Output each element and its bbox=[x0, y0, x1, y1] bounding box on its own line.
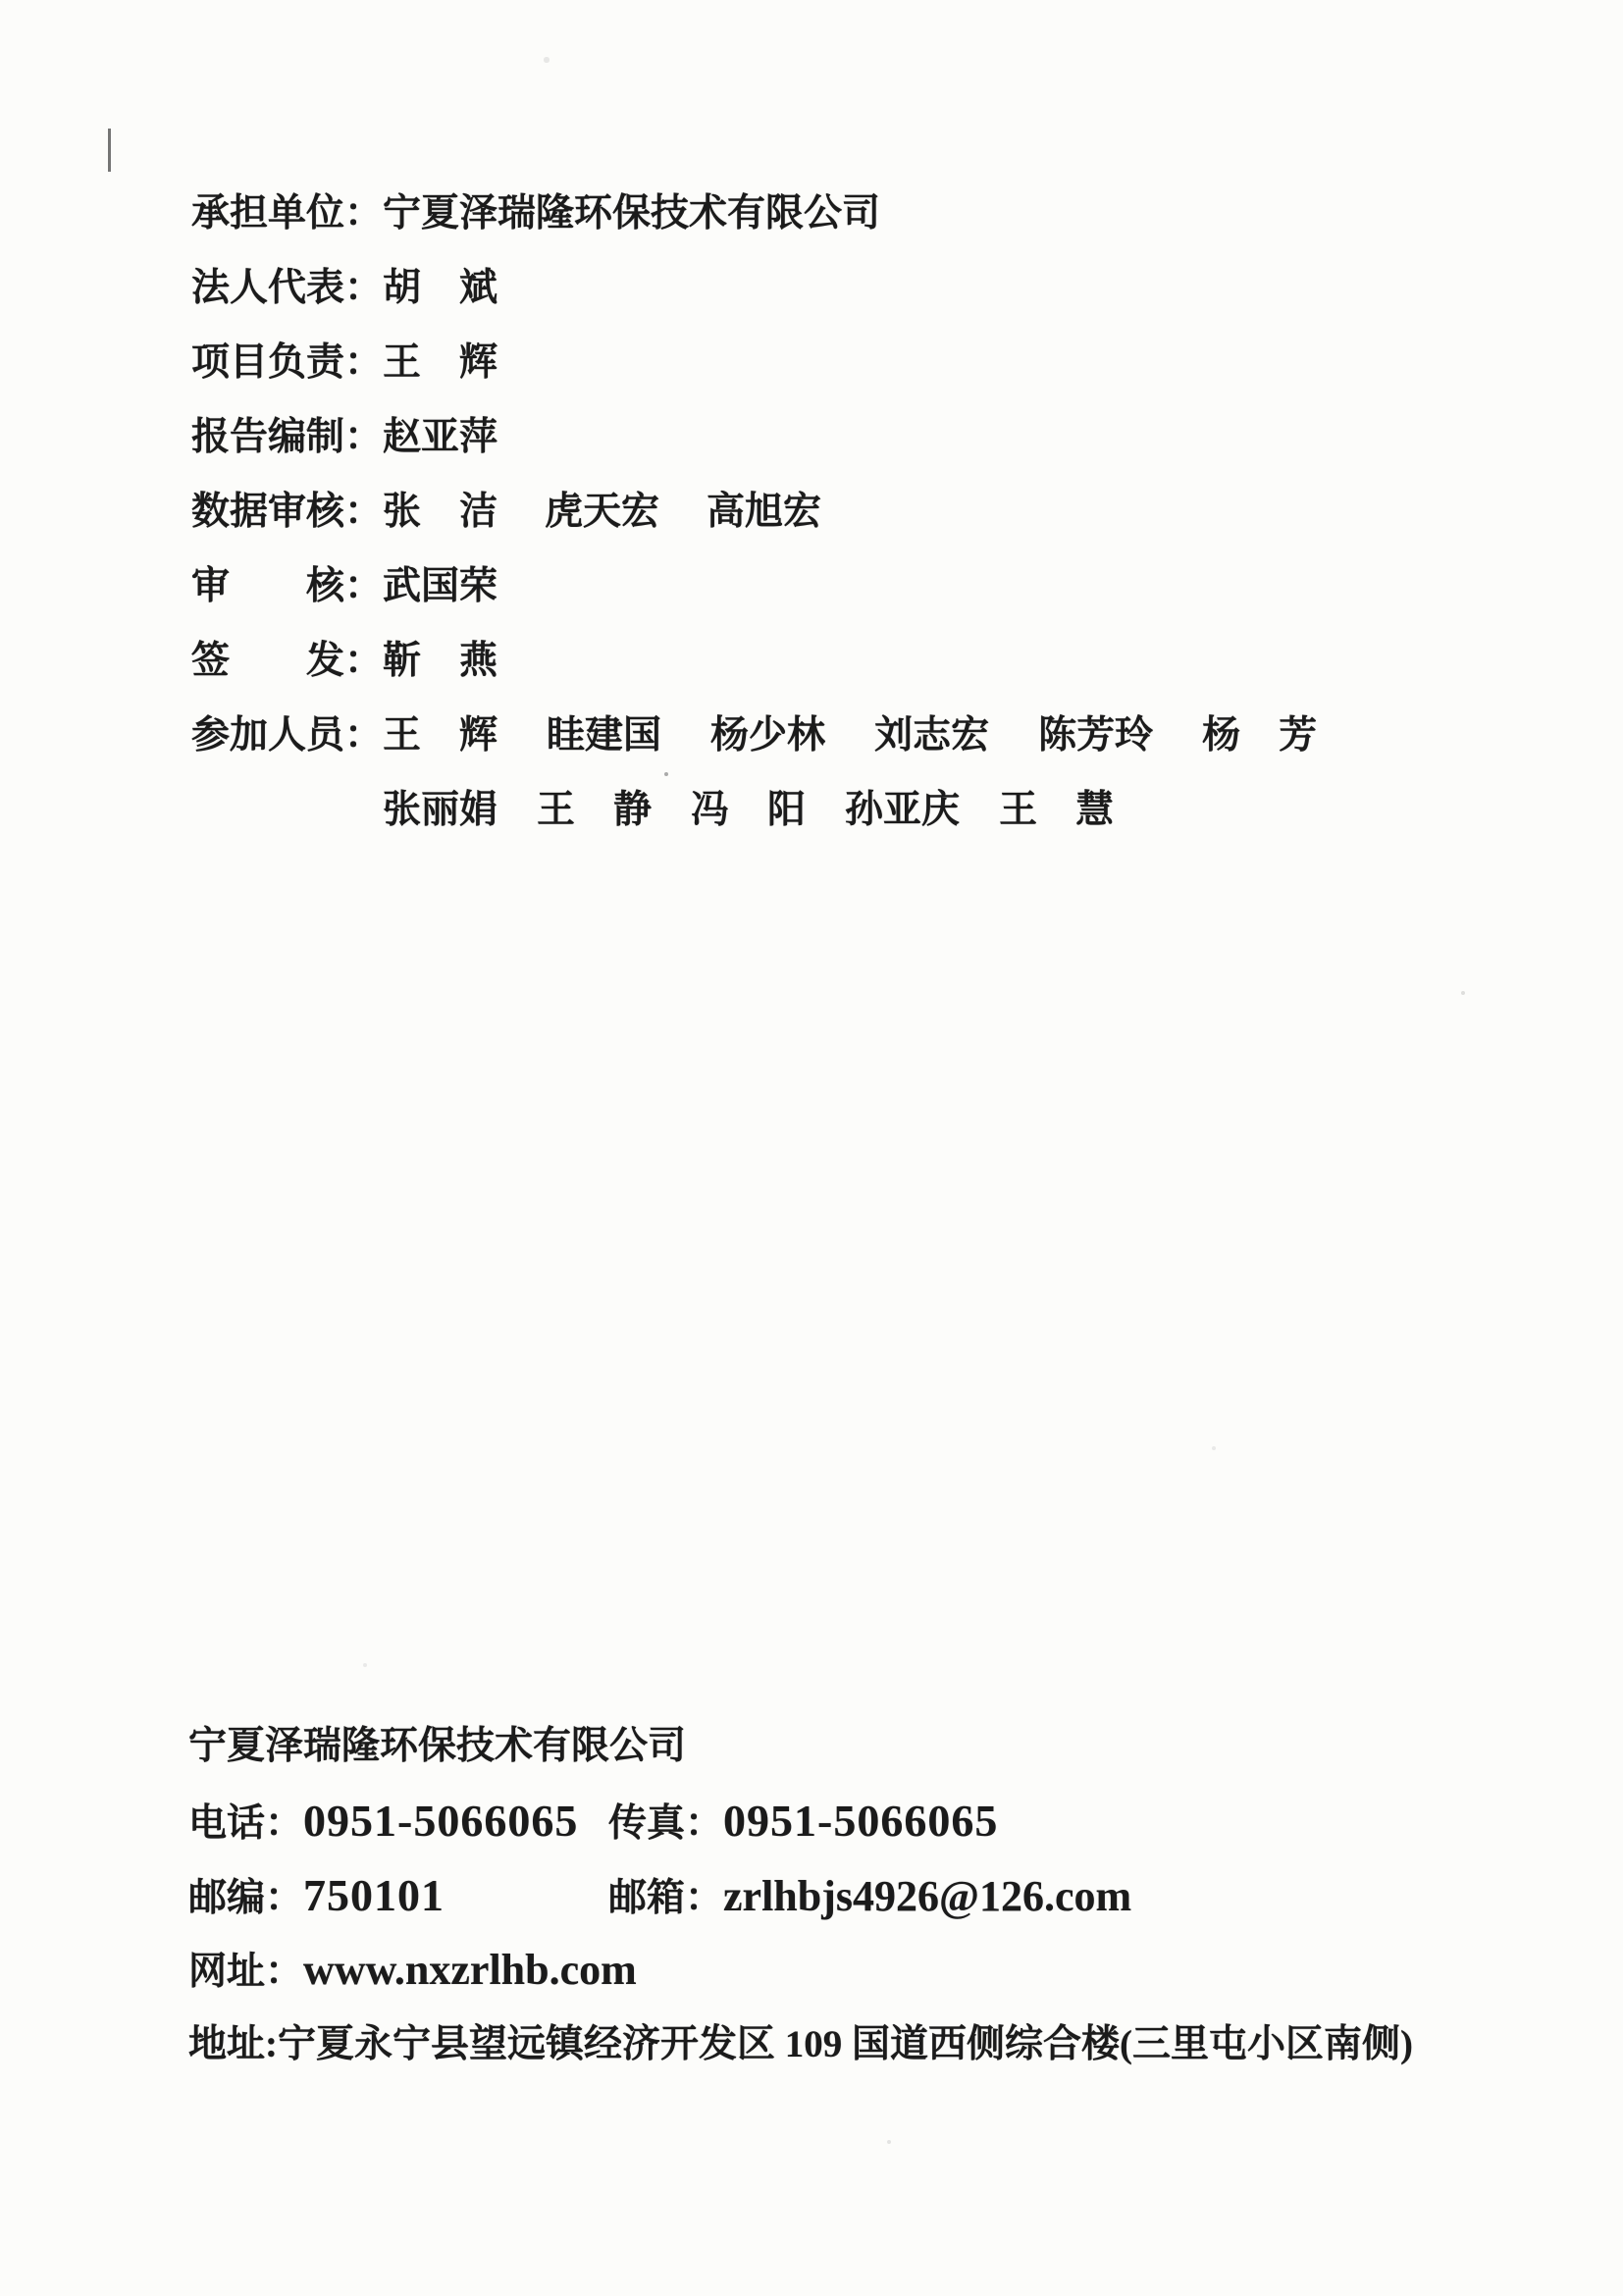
website-value: www.nxzrlhb.com bbox=[303, 1946, 637, 1994]
participant-name: 孙亚庆 bbox=[845, 789, 961, 831]
reviewer-name: 张 洁 bbox=[383, 491, 498, 533]
info-row-project-leader bbox=[191, 326, 1317, 400]
field-label: 审 核： bbox=[191, 565, 384, 607]
name-list bbox=[383, 475, 821, 549]
info-row-data-review bbox=[191, 475, 1317, 549]
participant-name: 杨少林 bbox=[710, 714, 826, 757]
participant-name: 王 慧 bbox=[999, 789, 1115, 831]
address-label: 地址: bbox=[188, 2023, 278, 2065]
company-contact-block bbox=[188, 1709, 1413, 2082]
field-value: 赵亚萍 bbox=[383, 416, 498, 458]
scan-edge-artifact bbox=[108, 129, 111, 172]
info-row-participants-continued bbox=[191, 773, 1317, 848]
email-value: zrlhbjs4926@126.com bbox=[723, 1872, 1132, 1920]
footer-row-phone-fax bbox=[188, 1784, 1413, 1858]
field-label: 承担单位： bbox=[191, 192, 384, 235]
participant-name: 张丽娟 bbox=[383, 789, 498, 831]
field-value: 胡 斌 bbox=[383, 267, 498, 309]
participant-name: 冯 阳 bbox=[691, 789, 807, 831]
footer-row-address bbox=[188, 2008, 1413, 2082]
info-row-participants bbox=[191, 699, 1317, 773]
field-value: 宁夏泽瑞隆环保技术有限公司 bbox=[383, 192, 881, 235]
phone-label: 电话： bbox=[188, 1802, 304, 1845]
participant-name: 王 静 bbox=[537, 789, 653, 831]
info-row-reviewer bbox=[191, 549, 1317, 624]
footer-company-name bbox=[188, 1709, 1413, 1784]
scan-noise-specks bbox=[0, 0, 2, 2]
footer-row-website bbox=[188, 1933, 1413, 2008]
fax-label: 传真： bbox=[608, 1802, 724, 1845]
participant-name: 刘志宏 bbox=[874, 714, 990, 757]
info-row-report-compiler bbox=[191, 400, 1317, 475]
name-list bbox=[383, 699, 1317, 773]
field-label: 报告编制： bbox=[191, 416, 384, 458]
field-label: 项目负责： bbox=[191, 341, 384, 384]
info-row-undertaking-unit bbox=[191, 177, 1317, 251]
company-name: 宁夏泽瑞隆环保技术有限公司 bbox=[188, 1725, 687, 1767]
info-row-issuer bbox=[191, 624, 1317, 699]
reviewer-name: 虎天宏 bbox=[545, 491, 660, 533]
postcode-value: 750101 bbox=[303, 1870, 445, 1920]
info-row-legal-representative bbox=[191, 251, 1317, 326]
participant-name: 眭建国 bbox=[547, 714, 662, 757]
phone-column bbox=[188, 1784, 608, 1861]
participant-name: 王 辉 bbox=[383, 714, 498, 757]
field-value: 武国荣 bbox=[383, 565, 498, 607]
field-label: 签 发： bbox=[191, 640, 384, 682]
personnel-info-block bbox=[191, 177, 1317, 848]
reviewer-name: 高旭宏 bbox=[707, 491, 822, 533]
participant-name: 杨 芳 bbox=[1202, 714, 1318, 757]
field-label: 数据审核： bbox=[191, 491, 384, 533]
field-value: 王 辉 bbox=[383, 341, 498, 384]
field-label: 参加人员： bbox=[191, 714, 384, 757]
phone-value: 0951-5066065 bbox=[303, 1796, 579, 1846]
field-value: 靳 燕 bbox=[383, 640, 498, 682]
address-value: 宁夏永宁县望远镇经济开发区 109 国道西侧综合楼(三里屯小区南侧) bbox=[278, 2023, 1413, 2065]
website-label: 网址： bbox=[188, 1951, 304, 1993]
name-list bbox=[383, 773, 1114, 848]
participant-name: 陈芳玲 bbox=[1038, 714, 1154, 757]
field-label: 法人代表： bbox=[191, 267, 384, 309]
postcode-label: 邮编： bbox=[188, 1877, 304, 1919]
email-label: 邮箱： bbox=[608, 1877, 724, 1919]
postcode-column bbox=[188, 1858, 608, 1936]
fax-value: 0951-5066065 bbox=[723, 1796, 999, 1846]
footer-row-postcode-email bbox=[188, 1858, 1413, 1933]
